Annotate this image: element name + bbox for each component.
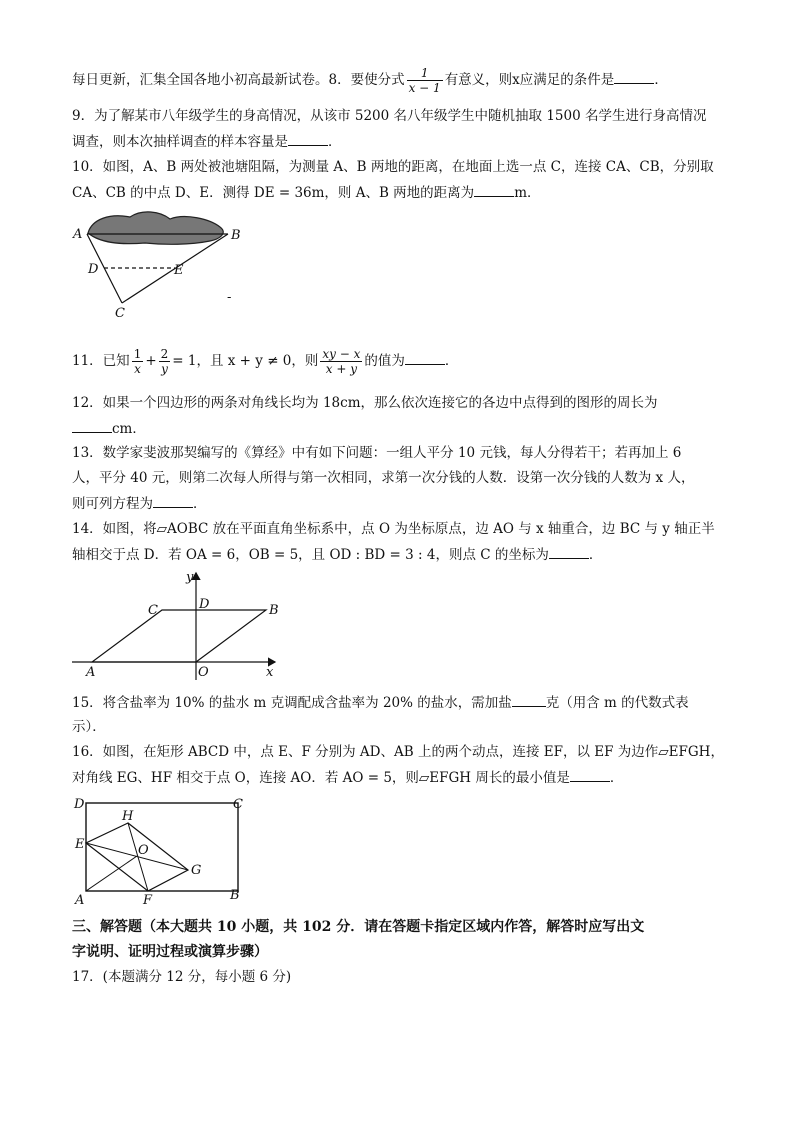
label-O: O bbox=[138, 843, 149, 858]
q8-frac-denominator: x − 1 bbox=[408, 81, 441, 95]
question-9-line1: 9．为了解某市八年级学生的身高情况，从该市 5200 名八年级学生中随机抽取 1500 名学生进行身高情况 bbox=[72, 108, 707, 124]
q10-line2-text: CA、CB 的中点 D、E．测得 DE = 36m，则 A、B 两地的距离为 bbox=[72, 185, 475, 201]
figure-14-coordinate bbox=[70, 568, 285, 683]
q15-mid: 克（用含 m 的代数式表 bbox=[545, 695, 689, 711]
q8-fraction bbox=[407, 66, 443, 95]
label-A: A bbox=[75, 893, 85, 908]
label-C: C bbox=[115, 306, 125, 320]
figure-16-rectangle bbox=[70, 792, 250, 910]
q8-end: ． bbox=[654, 72, 668, 88]
question-14-line1: 14．如图，将▱AOBC 放在平面直角坐标系中，点 O 为坐标原点，边 AO 与 x 轴重合，边 BC 与 y 轴正半 bbox=[72, 521, 715, 537]
label-C: C bbox=[148, 603, 158, 618]
question-12-line1: 12．如果一个四边形的两条对角线长均为 18cm，那么依次连接它的各边中点得到的图形的周长为 bbox=[72, 395, 658, 411]
q11-fraction-1 bbox=[132, 347, 144, 376]
segment-AO bbox=[86, 856, 137, 891]
question-15-line1 bbox=[72, 692, 722, 713]
figure-10-pond bbox=[70, 205, 250, 320]
q11-f3-den: x + y bbox=[325, 362, 357, 376]
stray-mark: - bbox=[227, 290, 232, 305]
label-B: B bbox=[231, 228, 241, 243]
question-16-line1: 16．如图，在矩形 ABCD 中，点 E、F 分别为 AD、AB 上的两个动点，连接 EF，以 EF 为边作▱EFGH， bbox=[72, 744, 724, 760]
q11-f2-num: 2 bbox=[160, 347, 169, 361]
label-C: C bbox=[233, 797, 243, 812]
q9-line2-text: 调查，则本次抽样调查的样本容量是 bbox=[72, 134, 288, 150]
question-13-line1: 13．数学家斐波那契编写的《算经》中有如下问题：一组人平分 10 元钱，每人分得若干；若再加上 6 bbox=[72, 445, 682, 461]
q11-plus: + bbox=[145, 353, 157, 369]
q14-end: ． bbox=[588, 547, 603, 563]
q11-prefix: 11．已知 bbox=[72, 353, 130, 369]
q11-f2-den: y bbox=[161, 362, 168, 376]
label-E: E bbox=[174, 263, 184, 278]
q11-fraction-2 bbox=[159, 347, 171, 376]
rectangle-ABCD bbox=[86, 803, 238, 891]
question-10-line2 bbox=[72, 182, 722, 203]
q13-end: ． bbox=[193, 496, 207, 512]
question-10-line1: 10．如图，A、B 两处被池塘阻隔，为测量 A、B 两地的距离，在地面上选一点 C，连接 CA、CB，分别取 bbox=[72, 159, 714, 175]
label-H: H bbox=[122, 809, 134, 824]
q14-line2-text: 轴相交于点 D．若 OA = 6，OB = 5，且 OD : BD = 3 : 4，则点 C 的坐标为 bbox=[72, 547, 549, 563]
question-13-line3 bbox=[72, 493, 722, 514]
label-D: D bbox=[199, 597, 210, 612]
q11-f1-num: 1 bbox=[133, 347, 142, 361]
pond-shape bbox=[88, 212, 223, 244]
q16-end: ． bbox=[609, 770, 624, 786]
question-12-line2 bbox=[72, 418, 722, 439]
q11-answer-blank[interactable] bbox=[405, 350, 445, 365]
q10-end: m． bbox=[514, 185, 541, 201]
label-B: B bbox=[230, 888, 240, 903]
q15-line1-text: 15．将含盐率为 10% 的盐水 m 克调配成含盐率为 20% 的盐水，需加盐 bbox=[72, 695, 512, 711]
q11-fraction-3 bbox=[320, 347, 362, 376]
parallelogram-AOBC bbox=[92, 610, 266, 662]
question-14-line2 bbox=[72, 544, 722, 565]
q11-suffix: 的值为 bbox=[364, 353, 405, 369]
section-3-heading-line2: 字说明、证明过程或演算步骤） bbox=[72, 944, 268, 960]
q16-answer-blank[interactable] bbox=[570, 767, 610, 782]
label-A: A bbox=[86, 665, 96, 680]
label-E: E bbox=[75, 837, 85, 852]
question-17-heading: 17．(本题满分 12 分，每小题 6 分) bbox=[72, 969, 292, 985]
q10-answer-blank[interactable] bbox=[474, 182, 514, 197]
label-x: x bbox=[266, 665, 274, 680]
section-3-heading-line1: 三、解答题（本大题共 10 小题，共 102 分．请在答题卡指定区域内作答，解答时应写出文 bbox=[72, 919, 645, 935]
q13-answer-blank[interactable] bbox=[153, 493, 193, 508]
label-A: A bbox=[73, 227, 83, 242]
q8-prefix: 每日更新，汇集全国各地小初高最新试卷。8．要使分式 bbox=[72, 72, 405, 88]
q8-answer-blank[interactable] bbox=[614, 69, 654, 84]
q12-end: cm． bbox=[112, 421, 146, 437]
q11-f3-num: xy − x bbox=[322, 347, 361, 361]
label-G: G bbox=[191, 863, 202, 878]
q12-answer-blank[interactable] bbox=[72, 418, 112, 433]
question-9-line2 bbox=[72, 131, 722, 152]
label-y: y bbox=[186, 570, 194, 585]
q16-line2-text: 对角线 EG、HF 相交于点 O，连接 AO．若 AO = 5，则▱EFGH 周长的最小值是 bbox=[72, 770, 570, 786]
q13-line3-text: 则可列方程为 bbox=[72, 496, 153, 512]
q9-answer-blank[interactable] bbox=[288, 131, 328, 146]
label-D: D bbox=[74, 797, 85, 812]
q8-frac-numerator: 1 bbox=[407, 66, 443, 81]
label-D: D bbox=[88, 262, 99, 277]
q8-suffix: 有意义，则x应满足的条件是 bbox=[444, 72, 615, 88]
q15-answer-blank[interactable] bbox=[512, 692, 546, 707]
label-F: F bbox=[143, 893, 153, 908]
q11-f1-den: x bbox=[134, 362, 141, 376]
label-O: O bbox=[198, 665, 209, 680]
label-B: B bbox=[269, 603, 279, 618]
q11-end: ． bbox=[444, 353, 459, 369]
q14-answer-blank[interactable] bbox=[549, 544, 589, 559]
question-16-line2 bbox=[72, 767, 722, 788]
question-11 bbox=[72, 343, 722, 379]
q11-mid: = 1，且 x + y ≠ 0，则 bbox=[172, 353, 319, 369]
question-8 bbox=[72, 66, 722, 95]
question-15-line2: 示）． bbox=[72, 719, 106, 735]
question-13-line2: 人，平分 40 元，则第二次每人所得与第一次相同，求第一次分钱的人数．设第一次分钱的人数为 x 人， bbox=[72, 470, 695, 486]
q9-end: ． bbox=[328, 134, 342, 150]
